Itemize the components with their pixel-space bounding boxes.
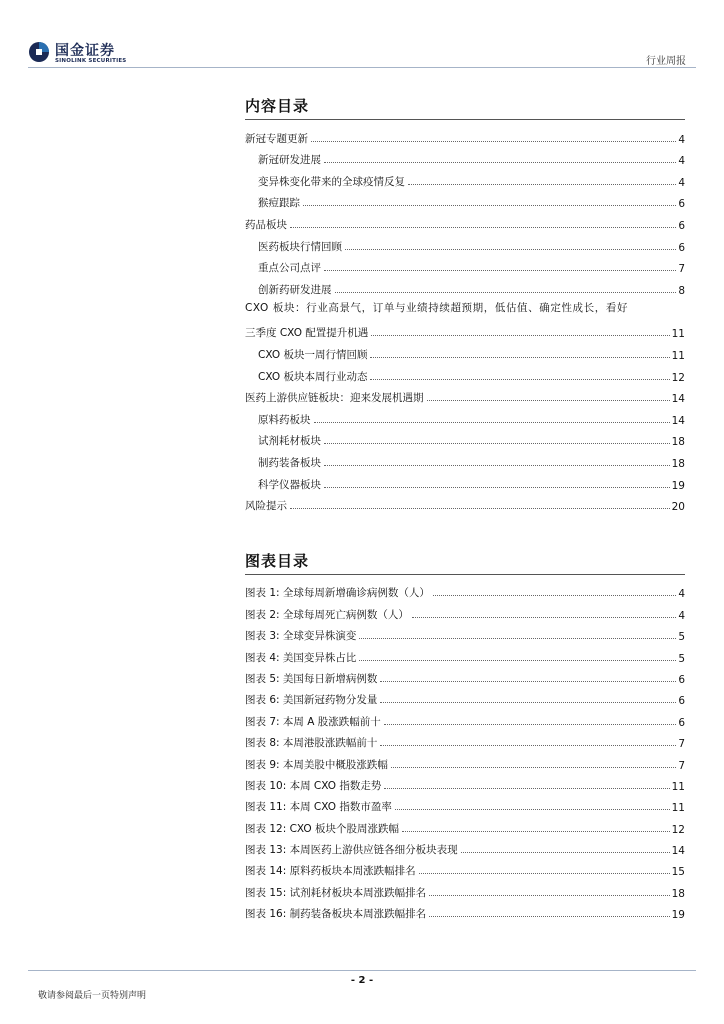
toc-entry[interactable] (245, 470, 685, 492)
entry-page-number: 20 (671, 501, 685, 514)
figure-list-title-rule (245, 574, 685, 575)
toc-entry[interactable] (245, 275, 685, 297)
entry-label: 变异株变化带来的全球疫情反复 (258, 175, 405, 188)
entry-label: 三季度 CXO 配置提升机遇 (245, 327, 369, 340)
entry-label: 新冠研发进展 (258, 154, 321, 167)
entry-label: 图表 4: 美国变异株占比 (245, 651, 357, 664)
dot-leader (408, 184, 676, 185)
dot-leader (371, 335, 669, 336)
toc-entry[interactable] (245, 146, 685, 168)
figure-entry[interactable] (245, 600, 685, 621)
entry-label: 试剂耗材板块 (258, 435, 321, 448)
entry-page-number: 14 (671, 845, 685, 858)
page-number: - 2 - (350, 975, 374, 986)
toc-wrapped-entry[interactable]: CXO 板块：行业高景气，订单与业绩持续超预期，低估值、确定性成长，看好 (245, 301, 629, 314)
figure-entry[interactable] (245, 900, 685, 921)
entry-page-number: 6 (678, 695, 685, 708)
disclaimer-text: 敬请参阅最后一页特别声明 (38, 991, 147, 1001)
entry-label: 图表 15: 试剂耗材板块本周涨跌幅排名 (245, 886, 427, 899)
toc-entry[interactable] (245, 492, 685, 514)
toc-entry[interactable] (245, 167, 685, 189)
toc-entry[interactable] (245, 232, 685, 254)
figure-entry[interactable] (245, 707, 685, 728)
toc-title-rule (245, 119, 685, 120)
toc-entry[interactable] (245, 362, 685, 384)
dot-leader (311, 141, 676, 142)
toc-entry[interactable] (245, 124, 685, 146)
dot-leader (359, 660, 676, 661)
entry-page-number: 8 (678, 284, 685, 297)
entry-page-number: 14 (671, 414, 685, 427)
dot-leader (419, 873, 670, 874)
entry-page-number: 11 (671, 349, 685, 362)
entry-label: 制药装备板块 (258, 456, 321, 469)
figure-entry[interactable] (245, 665, 685, 686)
entry-label: 重点公司点评 (258, 262, 321, 275)
dot-leader (380, 745, 676, 746)
entry-label: 图表 13: 本周医药上游供应链各细分板块表现 (245, 844, 458, 857)
dot-leader (345, 249, 676, 250)
figure-entry[interactable] (245, 643, 685, 664)
entry-label: CXO 板块一周行情回顾 (258, 348, 368, 361)
dot-leader (395, 809, 670, 810)
figure-list (245, 579, 685, 921)
toc-entry[interactable] (245, 405, 685, 427)
entry-page-number: 4 (678, 155, 685, 168)
page-header (0, 0, 724, 70)
dot-leader (384, 788, 669, 789)
dot-leader (412, 617, 676, 618)
entry-label: 图表 3: 全球变异株演变 (245, 630, 357, 643)
entry-label: 图表 8: 本周港股涨跌幅前十 (245, 737, 378, 750)
entry-page-number: 11 (671, 328, 685, 341)
entry-label: 图表 9: 本周美股中概股涨跌幅 (245, 758, 388, 771)
entry-label: 医药板块行情回顾 (258, 240, 342, 253)
toc-entry[interactable] (245, 189, 685, 211)
entry-page-number: 19 (671, 479, 685, 492)
dot-leader (324, 465, 670, 466)
footer-divider (28, 970, 696, 971)
entry-page-number: 15 (671, 866, 685, 879)
entry-page-number: 12 (671, 823, 685, 836)
entry-label: 科学仪器板块 (258, 478, 321, 491)
entry-page-number: 6 (678, 716, 685, 729)
dot-leader (370, 357, 669, 358)
toc-entry[interactable] (245, 427, 685, 449)
entry-label: CXO 板块本周行业动态 (258, 370, 368, 383)
dot-leader (314, 422, 670, 423)
dot-leader (303, 205, 676, 206)
figure-entry[interactable] (245, 750, 685, 771)
toc-entry[interactable] (245, 210, 685, 232)
entry-label: 图表 16: 制药装备板块本周涨跌幅排名 (245, 908, 427, 921)
figure-entry[interactable] (245, 579, 685, 600)
dot-leader (324, 443, 670, 444)
report-type-label: 行业周报 (646, 56, 686, 67)
dot-leader (433, 595, 676, 596)
entry-label: 图表 11: 本周 CXO 指数市盈率 (245, 801, 392, 814)
entry-page-number: 11 (671, 802, 685, 815)
entry-label: 猴痘跟踪 (258, 197, 300, 210)
dot-leader (324, 487, 670, 488)
figure-entry[interactable] (245, 622, 685, 643)
entry-page-number: 6 (678, 673, 685, 686)
dot-leader (324, 270, 676, 271)
figure-entry[interactable] (245, 857, 685, 878)
entry-label: 新冠专题更新 (245, 132, 308, 145)
toc-entry[interactable] (245, 319, 685, 341)
entry-label: 创新药研发进展 (258, 283, 332, 296)
entry-label: 原料药板块 (258, 413, 311, 426)
figure-entry[interactable] (245, 878, 685, 899)
figure-entry[interactable] (245, 793, 685, 814)
entry-page-number: 7 (678, 759, 685, 772)
entry-page-number: 6 (678, 219, 685, 232)
dot-leader (391, 767, 676, 768)
entry-label: 图表 5: 美国每日新增病例数 (245, 672, 378, 685)
dot-leader (380, 681, 676, 682)
entry-page-number: 6 (678, 241, 685, 254)
entry-page-number: 6 (678, 198, 685, 211)
entry-label: 图表 12: CXO 板块个股周涨跌幅 (245, 822, 400, 835)
dot-leader (290, 227, 676, 228)
sinolink-logo-icon (28, 41, 50, 63)
toc-entry[interactable] (245, 448, 685, 470)
entry-page-number: 5 (678, 652, 685, 665)
dot-leader (370, 379, 669, 380)
toc-entry[interactable] (245, 340, 685, 362)
dot-leader (359, 638, 676, 639)
entry-label: 图表 14: 原料药板块本周涨跌幅排名 (245, 865, 416, 878)
figure-entry[interactable] (245, 729, 685, 750)
entry-label: 图表 6: 美国新冠药物分发量 (245, 694, 378, 707)
dot-leader (335, 292, 677, 293)
figure-list-title: 图表目录 (245, 552, 310, 570)
entry-label: 图表 2: 全球每周死亡病例数（人） (245, 608, 409, 621)
logo-chinese-name: 国金证券 (55, 43, 115, 59)
toc-entry[interactable] (245, 384, 685, 406)
entry-page-number: 4 (678, 133, 685, 146)
entry-label: 医药上游供应链板块：迎来发展机遇期 (245, 392, 424, 405)
figure-entry[interactable] (245, 772, 685, 793)
entry-page-number: 18 (671, 436, 685, 449)
dot-leader (290, 508, 670, 509)
entry-page-number: 14 (671, 393, 685, 406)
entry-page-number: 19 (671, 909, 685, 922)
entry-page-number: 12 (671, 371, 685, 384)
figure-list-section (245, 550, 685, 921)
figure-entry[interactable] (245, 814, 685, 835)
entry-page-number: 7 (678, 738, 685, 751)
logo-english-name: SINOLINK SECURITIES (55, 58, 127, 64)
dot-leader (402, 831, 670, 832)
dot-leader (384, 724, 677, 725)
dot-leader (324, 162, 676, 163)
entry-page-number: 18 (671, 887, 685, 900)
dot-leader (429, 916, 670, 917)
dot-leader (429, 895, 670, 896)
entry-page-number: 4 (678, 609, 685, 622)
toc-title: 内容目录 (245, 97, 310, 115)
toc-list (245, 124, 685, 297)
figure-entry[interactable] (245, 836, 685, 857)
toc-section (245, 95, 685, 513)
entry-page-number: 11 (671, 780, 685, 793)
dot-leader (461, 852, 670, 853)
entry-page-number: 5 (678, 631, 685, 644)
dot-leader (427, 400, 670, 401)
entry-label: 药品板块 (245, 218, 287, 231)
entry-label: 图表 1: 全球每周新增确诊病例数（人） (245, 587, 430, 600)
company-logo (28, 40, 138, 68)
entry-page-number: 18 (671, 457, 685, 470)
entry-page-number: 4 (678, 588, 685, 601)
toc-entry[interactable] (245, 254, 685, 276)
header-divider (28, 67, 696, 68)
figure-entry[interactable] (245, 686, 685, 707)
dot-leader (380, 702, 676, 703)
toc-list-continued (245, 319, 685, 513)
entry-page-number: 7 (678, 263, 685, 276)
entry-label: 风险提示 (245, 500, 287, 513)
entry-label: 图表 7: 本周 A 股涨跌幅前十 (245, 715, 381, 728)
entry-page-number: 4 (678, 176, 685, 189)
entry-label: 图表 10: 本周 CXO 指数走势 (245, 779, 382, 792)
